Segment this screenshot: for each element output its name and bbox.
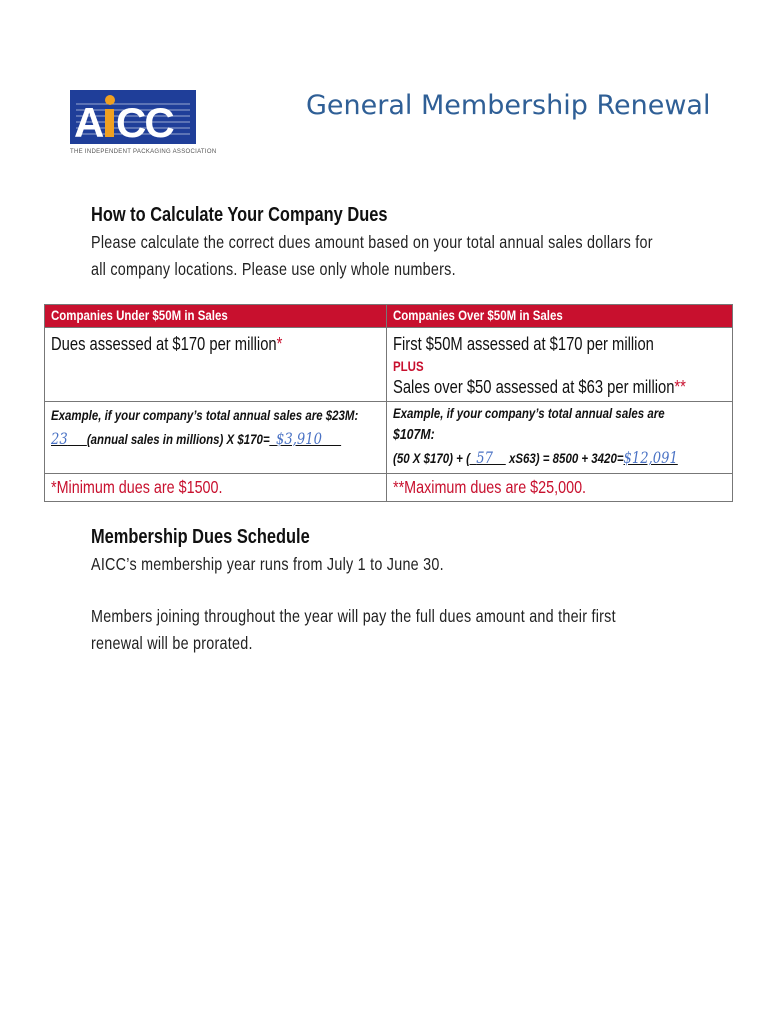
- col1-assessed: Dues assessed at $170 per million: [51, 334, 277, 354]
- aicc-logo: [70, 90, 217, 156]
- calc-intro-line1: Please calculate the correct dues amount based on your total annual sales dollars for: [91, 232, 653, 252]
- col2-example-pre: (50 X $170) + (: [393, 450, 470, 466]
- schedule-heading: Membership Dues Schedule: [91, 526, 310, 548]
- col2-first: First $50M assessed at $170 per million: [393, 334, 654, 354]
- col2-example-amount: $107M:: [393, 426, 435, 443]
- col1-rule-cell: [45, 328, 387, 402]
- col1-example-text2: (annual sales in millions) X $170=: [86, 431, 270, 447]
- col1-example-line1: Example, if your company’s total annual sales are $23M:: [51, 407, 359, 423]
- col2-handwritten-result: $12,091: [623, 448, 678, 467]
- svg-text:CC: CC: [116, 99, 173, 146]
- page-title: General Membership Renewal: [306, 90, 711, 121]
- col1-header: Companies Under $50M in Sales: [45, 305, 387, 328]
- col1-assessed-mark: *: [276, 334, 283, 354]
- col2-example-mid: xS63) = 8500 + 3420=: [508, 450, 624, 466]
- col1-footnote-cell: [45, 474, 387, 502]
- col2-example-cell: Example, if your company’s total annual sales are $107M: (50 X $170) + (_57__ xS63) = 8500 + 3420=$12,091: [387, 402, 733, 474]
- col2-over-mark: **: [674, 377, 686, 397]
- schedule-line1: AICC’s membership year runs from July 1 to June 30.: [91, 554, 444, 574]
- col2-plus: PLUS: [393, 358, 424, 374]
- schedule-para-line1: Members joining throughout the year will pay the full dues amount and their first: [91, 606, 616, 626]
- col2-over: Sales over $50 assessed at $63 per million: [393, 377, 675, 397]
- col2-header: Companies Over $50M in Sales: [387, 305, 733, 328]
- schedule-para-line2: renewal will be prorated.: [91, 633, 253, 653]
- col1-handwritten-sales: 23: [51, 429, 68, 448]
- col2-footnote: **Maximum dues are $25,000.: [393, 477, 587, 497]
- col2-handwritten-sales: 57: [476, 448, 493, 467]
- col1-example-cell: Example, if your company’s total annual sales are $23M: 23___(annual sales in millions) X $170=_$3,910___: [45, 402, 387, 474]
- calc-heading: How to Calculate Your Company Dues: [91, 204, 388, 226]
- logo-tagline: THE INDEPENDENT PACKAGING ASSOCIATION: [70, 149, 217, 155]
- col2-rule-cell: [387, 328, 733, 402]
- svg-text:A: A: [74, 99, 104, 146]
- col2-footnote-cell: [387, 474, 733, 502]
- calc-intro-line2: all company locations. Please use only whole numbers.: [91, 259, 456, 279]
- dues-table: [44, 304, 733, 502]
- col1-footnote: *Minimum dues are $1500.: [51, 477, 223, 497]
- col1-handwritten-result: $3,910: [276, 429, 322, 448]
- col2-example-line1: Example, if your company’s total annual sales are: [393, 405, 665, 421]
